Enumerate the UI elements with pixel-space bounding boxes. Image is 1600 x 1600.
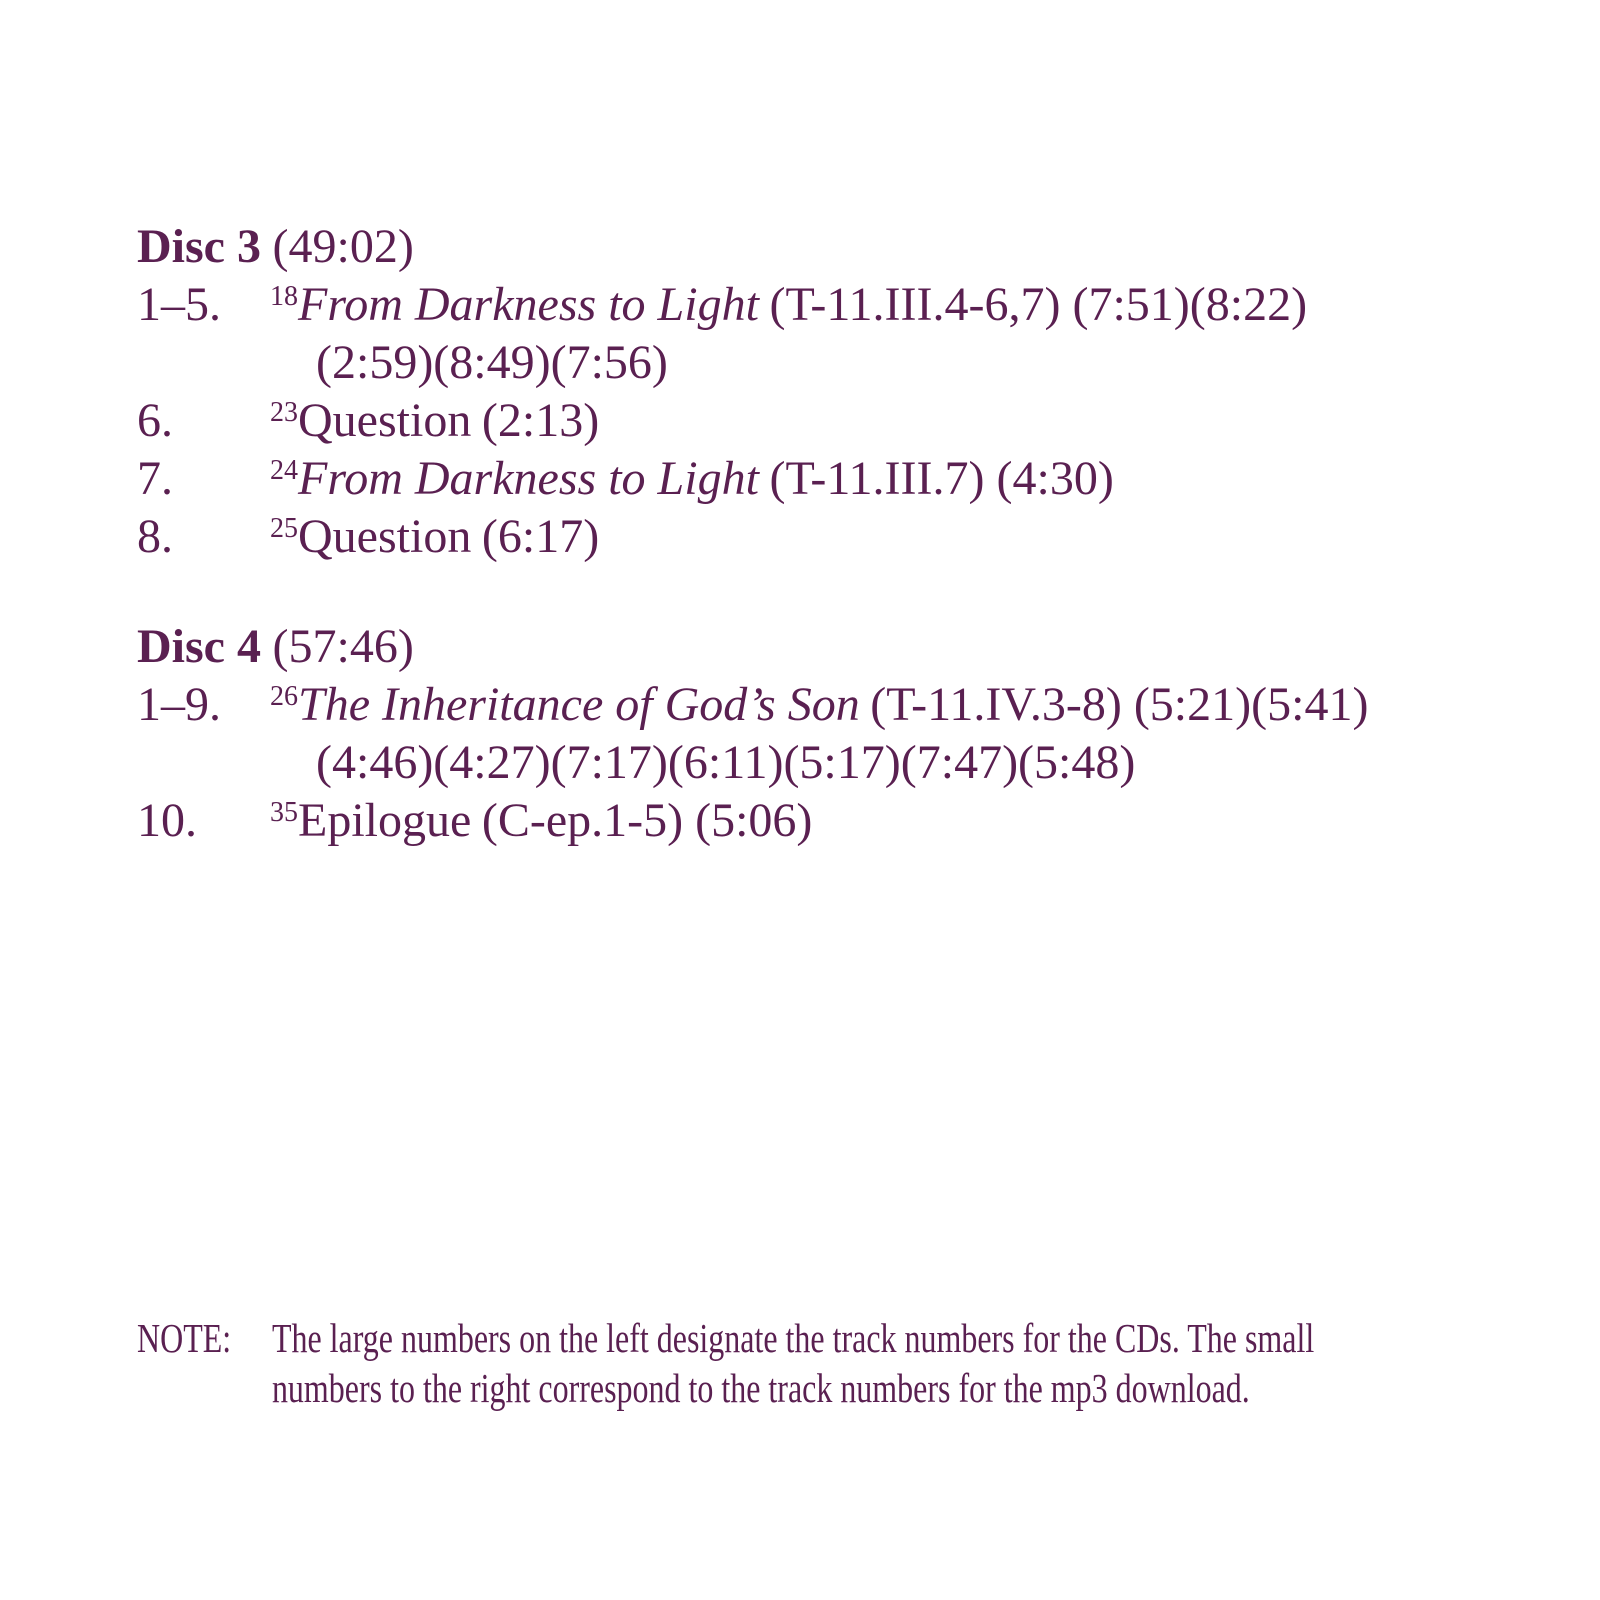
track-title: The Inheritance of God’s Son (298, 678, 860, 731)
track-number: 6. (137, 394, 173, 447)
mp3-track-number: 18 (270, 281, 298, 312)
track-ref: (T-11.III.7) (4:30) (769, 452, 1114, 505)
track-row (137, 392, 1560, 450)
track-content (270, 676, 1560, 792)
track-ref: (C-ep.1-5) (5:06) (481, 794, 813, 847)
mp3-track-number: 23 (270, 397, 298, 428)
disc-duration: (57:46) (272, 620, 414, 673)
disc-title: Disc 3 (137, 220, 261, 273)
track-title: Epilogue (298, 794, 472, 847)
note-line: numbers to the right correspond to the track numbers for the mp3 download. (271, 1365, 1250, 1411)
track-ref: (2:13) (481, 394, 600, 447)
track-title: Question (298, 510, 472, 563)
track-number: 7. (137, 452, 173, 505)
track-row (137, 508, 1560, 566)
note-label: NOTE: (137, 1315, 232, 1361)
note-line: The large numbers on the left designate the track numbers for the CDs. The small (271, 1315, 1315, 1361)
track-content (270, 508, 1560, 566)
track-title: From Darkness to Light (298, 278, 759, 331)
track-title: Question (298, 394, 472, 447)
track-list (137, 276, 1560, 566)
mp3-track-number: 26 (270, 681, 298, 712)
track-number: 8. (137, 510, 173, 563)
track-ref: (6:17) (481, 510, 600, 563)
track-content (270, 392, 1560, 450)
note-text (272, 1313, 1588, 1413)
mp3-track-number: 35 (270, 797, 298, 828)
disc-header (137, 618, 1560, 676)
track-ref: (T-11.IV.3-8) (5:21)(5:41) (870, 678, 1369, 731)
disc-title: Disc 4 (137, 620, 261, 673)
track-title: From Darkness to Light (298, 452, 759, 505)
track-content (270, 276, 1560, 392)
disc-section (137, 218, 1560, 566)
track-times-continuation: (4:46)(4:27)(7:17)(6:11)(5:17)(7:47)(5:48) (316, 736, 1136, 789)
track-times-continuation: (2:59)(8:49)(7:56) (316, 336, 668, 389)
track-ref: (T-11.III.4-6,7) (7:51)(8:22) (769, 278, 1308, 331)
track-row (137, 450, 1560, 508)
track-content (270, 792, 1560, 850)
disc-section (137, 618, 1560, 850)
track-number: 10. (137, 794, 197, 847)
mp3-track-number: 24 (270, 455, 298, 486)
track-row (137, 276, 1560, 392)
disc-list (137, 218, 1560, 850)
track-number: 1–5. (137, 278, 221, 331)
note (137, 1313, 1588, 1413)
track-list (137, 676, 1560, 850)
track-row (137, 676, 1560, 792)
track-row (137, 792, 1560, 850)
track-content (270, 450, 1560, 508)
track-number: 1–9. (137, 678, 221, 731)
disc-duration: (49:02) (272, 220, 414, 273)
mp3-track-number: 25 (270, 513, 298, 544)
disc-header (137, 218, 1560, 276)
